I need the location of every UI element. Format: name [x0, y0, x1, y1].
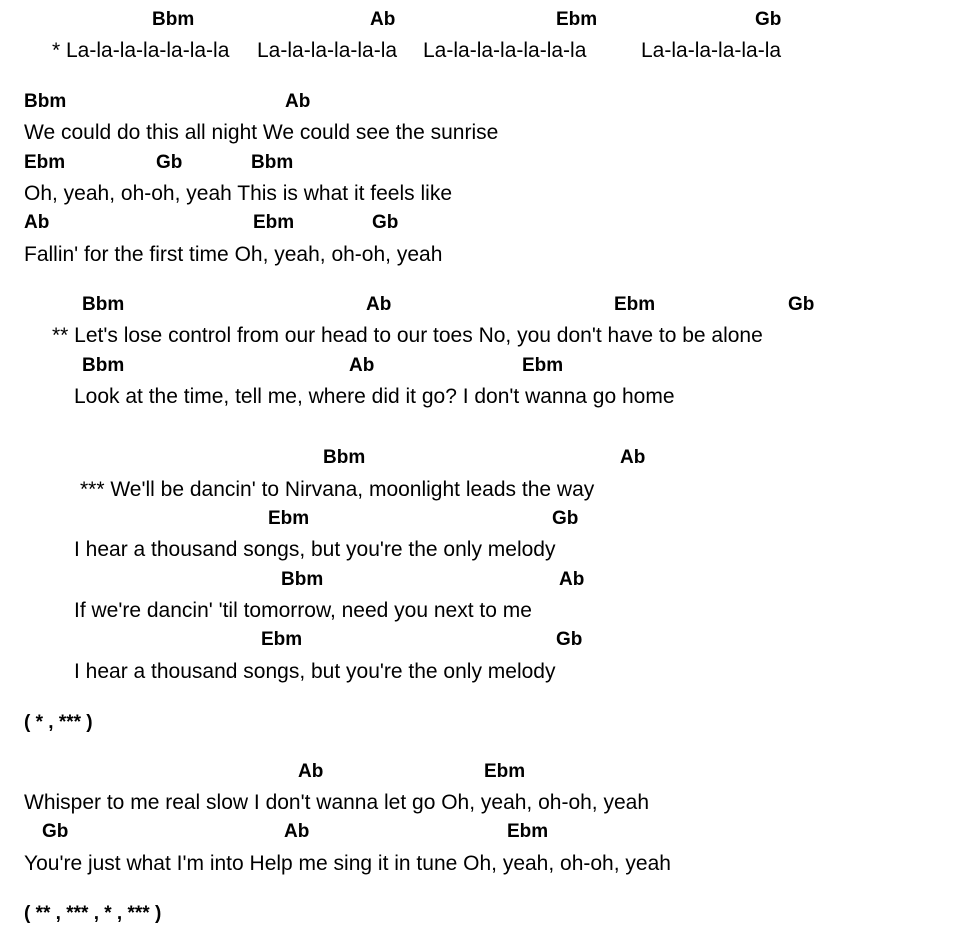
chord: Gb: [552, 508, 579, 529]
chord: Ebm: [507, 821, 549, 842]
chord: Ebm: [484, 761, 526, 782]
lyric-line: I hear a thousand songs, but you're the only melody: [74, 538, 556, 561]
lyric-line: *** We'll be dancin' to Nirvana, moonlight leads the way: [80, 478, 595, 501]
chord: Ab: [284, 821, 310, 842]
lyric-line: Look at the time, tell me, where did it go? I don't wanna go home: [74, 385, 675, 408]
lyric-line: We could do this all night We could see the sunrise: [24, 121, 499, 144]
chord: Ebm: [261, 629, 303, 650]
repeat-marker: ( ** , *** , * , *** ): [24, 903, 162, 924]
lyric-line: Oh, yeah, oh-oh, yeah This is what it feels like: [24, 182, 452, 205]
chord: Ab: [559, 569, 585, 590]
lyric-line: I hear a thousand songs, but you're the only melody: [74, 660, 556, 683]
lyric-line: Fallin' for the first time Oh, yeah, oh-oh, yeah: [24, 243, 443, 266]
chord: Gb: [788, 294, 815, 315]
chord: Ebm: [24, 152, 66, 173]
lyric-segment: La-la-la-la-la-la: [257, 39, 398, 62]
chord: Ab: [370, 9, 396, 30]
chord: Ebm: [268, 508, 310, 529]
lyric-line: ** Let's lose control from our head to our toes No, you don't have to be alone: [52, 324, 763, 347]
chord: Gb: [755, 9, 782, 30]
chord: Ab: [366, 294, 392, 315]
chord: Bbm: [152, 9, 195, 30]
lyric-segment: La-la-la-la-la-la: [641, 39, 782, 62]
chord: Bbm: [82, 294, 125, 315]
lyric-line: If we're dancin' 'til tomorrow, need you next to me: [74, 599, 532, 622]
lyric-segment: La-la-la-la-la-la-la: [423, 39, 587, 62]
chord: Bbm: [82, 355, 125, 376]
chord: Ebm: [556, 9, 598, 30]
chord: Gb: [556, 629, 583, 650]
chord: Ebm: [253, 212, 295, 233]
chord: Ebm: [614, 294, 656, 315]
chord: Gb: [156, 152, 183, 173]
repeat-marker: ( * , *** ): [24, 712, 93, 733]
lyric-segment: * La-la-la-la-la-la-la: [52, 39, 230, 62]
chord: Bbm: [24, 91, 67, 112]
chord: Ab: [24, 212, 50, 233]
chord: Bbm: [323, 447, 366, 468]
chord: Ab: [620, 447, 646, 468]
chord: Ebm: [522, 355, 564, 376]
chord: Ab: [298, 761, 324, 782]
chord: Bbm: [281, 569, 324, 590]
chord: Gb: [372, 212, 399, 233]
chord: Gb: [42, 821, 69, 842]
chord: Bbm: [251, 152, 294, 173]
lyric-line: Whisper to me real slow I don't wanna let go Oh, yeah, oh-oh, yeah: [24, 791, 650, 814]
lyric-line: You're just what I'm into Help me sing it in tune Oh, yeah, oh-oh, yeah: [24, 852, 671, 875]
chord: Ab: [349, 355, 375, 376]
chord: Ab: [285, 91, 311, 112]
